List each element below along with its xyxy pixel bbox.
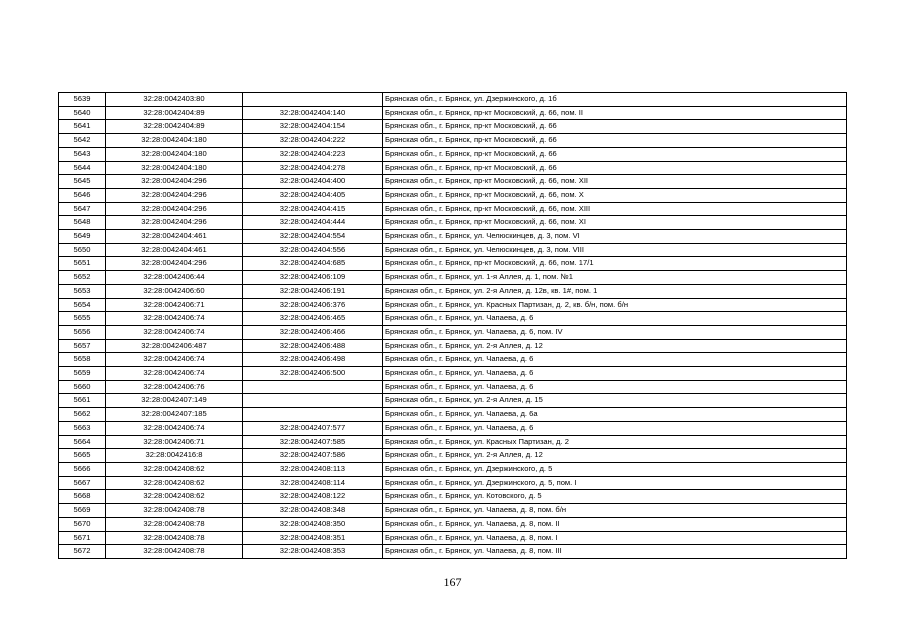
parent-cadastral-number-cell: 32:28:0042408:62 bbox=[106, 490, 243, 504]
parent-cadastral-number-cell: 32:28:0042406:487 bbox=[106, 339, 243, 353]
table-row bbox=[59, 120, 847, 134]
parent-cadastral-number-cell: 32:28:0042406:74 bbox=[106, 353, 243, 367]
cadastral-number-cell: 32:28:0042404:400 bbox=[243, 175, 383, 189]
parent-cadastral-number-cell: 32:28:0042404:296 bbox=[106, 202, 243, 216]
row-number-cell: 5657 bbox=[59, 339, 106, 353]
address-cell: Брянская обл., г. Брянск, пр-кт Московский, д. 66 bbox=[383, 120, 847, 134]
row-number-cell: 5659 bbox=[59, 367, 106, 381]
table-row bbox=[59, 93, 847, 107]
parent-cadastral-number-cell: 32:28:0042406:44 bbox=[106, 271, 243, 285]
parent-cadastral-number-cell: 32:28:0042407:185 bbox=[106, 408, 243, 422]
row-number-cell: 5668 bbox=[59, 490, 106, 504]
address-cell: Брянская обл., г. Брянск, пр-кт Московский, д. 66, пом. 17/1 bbox=[383, 257, 847, 271]
table-row bbox=[59, 421, 847, 435]
table-row bbox=[59, 545, 847, 559]
row-number-cell: 5648 bbox=[59, 216, 106, 230]
parent-cadastral-number-cell: 32:28:0042406:71 bbox=[106, 435, 243, 449]
parent-cadastral-number-cell: 32:28:0042403:80 bbox=[106, 93, 243, 107]
row-number-cell: 5666 bbox=[59, 462, 106, 476]
address-cell: Брянская обл., г. Брянск, ул. Чапаева, д. 6 bbox=[383, 312, 847, 326]
table-row bbox=[59, 408, 847, 422]
table-row bbox=[59, 271, 847, 285]
table-row bbox=[59, 175, 847, 189]
address-cell: Брянская обл., г. Брянск, пр-кт Московский, д. 66, пом. XIII bbox=[383, 202, 847, 216]
address-cell: Брянская обл., г. Брянск, ул. Чапаева, д. 6а bbox=[383, 408, 847, 422]
row-number-cell: 5649 bbox=[59, 230, 106, 244]
address-cell: Брянская обл., г. Брянск, ул. Дзержинского, д. 1б bbox=[383, 93, 847, 107]
address-cell: Брянская обл., г. Брянск, пр-кт Московский, д. 66 bbox=[383, 161, 847, 175]
row-number-cell: 5641 bbox=[59, 120, 106, 134]
property-registry-table bbox=[58, 92, 847, 559]
cadastral-number-cell: 32:28:0042408:113 bbox=[243, 462, 383, 476]
cadastral-number-cell: 32:28:0042408:114 bbox=[243, 476, 383, 490]
row-number-cell: 5642 bbox=[59, 134, 106, 148]
table-row bbox=[59, 531, 847, 545]
cadastral-number-cell: 32:28:0042404:685 bbox=[243, 257, 383, 271]
parent-cadastral-number-cell: 32:28:0042407:149 bbox=[106, 394, 243, 408]
parent-cadastral-number-cell: 32:28:0042408:78 bbox=[106, 531, 243, 545]
table-row bbox=[59, 476, 847, 490]
cadastral-number-cell: 32:28:0042406:498 bbox=[243, 353, 383, 367]
address-cell: Брянская обл., г. Брянск, ул. Чапаева, д. 8, пом. II bbox=[383, 517, 847, 531]
address-cell: Брянская обл., г. Брянск, пр-кт Московский, д. 66 bbox=[383, 147, 847, 161]
parent-cadastral-number-cell: 32:28:0042406:74 bbox=[106, 421, 243, 435]
table-row bbox=[59, 394, 847, 408]
parent-cadastral-number-cell: 32:28:0042404:461 bbox=[106, 243, 243, 257]
table-row bbox=[59, 243, 847, 257]
address-cell: Брянская обл., г. Брянск, ул. 2-я Аллея, д. 12в, кв. 1#, пом. 1 bbox=[383, 284, 847, 298]
cadastral-number-cell: 32:28:0042407:577 bbox=[243, 421, 383, 435]
parent-cadastral-number-cell: 32:28:0042406:60 bbox=[106, 284, 243, 298]
address-cell: Брянская обл., г. Брянск, ул. Чапаева, д. 6 bbox=[383, 380, 847, 394]
cadastral-number-cell: 32:28:0042404:415 bbox=[243, 202, 383, 216]
page-number: 167 bbox=[443, 575, 462, 589]
parent-cadastral-number-cell: 32:28:0042408:78 bbox=[106, 545, 243, 559]
row-number-cell: 5647 bbox=[59, 202, 106, 216]
row-number-cell: 5651 bbox=[59, 257, 106, 271]
cadastral-number-cell: 32:28:0042408:353 bbox=[243, 545, 383, 559]
row-number-cell: 5656 bbox=[59, 325, 106, 339]
parent-cadastral-number-cell: 32:28:0042404:461 bbox=[106, 230, 243, 244]
row-number-cell: 5658 bbox=[59, 353, 106, 367]
row-number-cell: 5644 bbox=[59, 161, 106, 175]
table-row bbox=[59, 216, 847, 230]
cadastral-number-cell: 32:28:0042406:465 bbox=[243, 312, 383, 326]
cadastral-number-cell: 32:28:0042404:223 bbox=[243, 147, 383, 161]
address-cell: Брянская обл., г. Брянск, ул. Челюскинцев, д. 3, пом. VI bbox=[383, 230, 847, 244]
parent-cadastral-number-cell: 32:28:0042406:74 bbox=[106, 312, 243, 326]
cadastral-number-cell bbox=[243, 93, 383, 107]
address-cell: Брянская обл., г. Брянск, ул. Чапаева, д. 6 bbox=[383, 421, 847, 435]
row-number-cell: 5645 bbox=[59, 175, 106, 189]
address-cell: Брянская обл., г. Брянск, ул. Чапаева, д. 8, пом. б/н bbox=[383, 504, 847, 518]
row-number-cell: 5646 bbox=[59, 188, 106, 202]
cadastral-number-cell: 32:28:0042406:109 bbox=[243, 271, 383, 285]
table-row bbox=[59, 449, 847, 463]
table-row bbox=[59, 504, 847, 518]
row-number-cell: 5664 bbox=[59, 435, 106, 449]
cadastral-number-cell: 32:28:0042404:278 bbox=[243, 161, 383, 175]
row-number-cell: 5653 bbox=[59, 284, 106, 298]
cadastral-number-cell: 32:28:0042408:351 bbox=[243, 531, 383, 545]
table-row bbox=[59, 517, 847, 531]
address-cell: Брянская обл., г. Брянск, ул. Чапаева, д. 6, пом. IV bbox=[383, 325, 847, 339]
address-cell: Брянская обл., г. Брянск, ул. Котовского, д. 5 bbox=[383, 490, 847, 504]
table-row bbox=[59, 380, 847, 394]
cadastral-number-cell: 32:28:0042408:122 bbox=[243, 490, 383, 504]
row-number-cell: 5660 bbox=[59, 380, 106, 394]
address-cell: Брянская обл., г. Брянск, ул. Чапаева, д. 8, пом. I bbox=[383, 531, 847, 545]
row-number-cell: 5639 bbox=[59, 93, 106, 107]
cadastral-number-cell: 32:28:0042404:405 bbox=[243, 188, 383, 202]
parent-cadastral-number-cell: 32:28:0042404:89 bbox=[106, 120, 243, 134]
table-row bbox=[59, 257, 847, 271]
parent-cadastral-number-cell: 32:28:0042404:296 bbox=[106, 216, 243, 230]
table-row bbox=[59, 202, 847, 216]
parent-cadastral-number-cell: 32:28:0042408:62 bbox=[106, 476, 243, 490]
cadastral-number-cell: 32:28:0042407:585 bbox=[243, 435, 383, 449]
table-row bbox=[59, 230, 847, 244]
address-cell: Брянская обл., г. Брянск, ул. Красных Партизан, д. 2, кв. б/н, пом. б/н bbox=[383, 298, 847, 312]
table-row bbox=[59, 298, 847, 312]
parent-cadastral-number-cell: 32:28:0042404:180 bbox=[106, 161, 243, 175]
row-number-cell: 5650 bbox=[59, 243, 106, 257]
address-cell: Брянская обл., г. Брянск, ул. 1-я Аллея, д. 1, пом. №1 bbox=[383, 271, 847, 285]
row-number-cell: 5669 bbox=[59, 504, 106, 518]
address-cell: Брянская обл., г. Брянск, ул. Красных Партизан, д. 2 bbox=[383, 435, 847, 449]
cadastral-number-cell bbox=[243, 394, 383, 408]
table-row bbox=[59, 161, 847, 175]
address-cell: Брянская обл., г. Брянск, ул. Чапаева, д. 6 bbox=[383, 353, 847, 367]
parent-cadastral-number-cell: 32:28:0042406:71 bbox=[106, 298, 243, 312]
table-row bbox=[59, 462, 847, 476]
row-number-cell: 5654 bbox=[59, 298, 106, 312]
address-cell: Брянская обл., г. Брянск, ул. Челюскинцев, д. 3, пом. VIII bbox=[383, 243, 847, 257]
row-number-cell: 5671 bbox=[59, 531, 106, 545]
table-row bbox=[59, 490, 847, 504]
cadastral-number-cell: 32:28:0042404:154 bbox=[243, 120, 383, 134]
address-cell: Брянская обл., г. Брянск, ул. Чапаева, д. 8, пом. III bbox=[383, 545, 847, 559]
address-cell: Брянская обл., г. Брянск, ул. 2-я Аллея, д. 15 bbox=[383, 394, 847, 408]
parent-cadastral-number-cell: 32:28:0042406:74 bbox=[106, 367, 243, 381]
table-row bbox=[59, 106, 847, 120]
address-cell: Брянская обл., г. Брянск, пр-кт Московский, д. 66, пом. XII bbox=[383, 175, 847, 189]
parent-cadastral-number-cell: 32:28:0042404:89 bbox=[106, 106, 243, 120]
table-row bbox=[59, 188, 847, 202]
cadastral-number-cell: 32:28:0042404:140 bbox=[243, 106, 383, 120]
parent-cadastral-number-cell: 32:28:0042404:296 bbox=[106, 257, 243, 271]
parent-cadastral-number-cell: 32:28:0042406:76 bbox=[106, 380, 243, 394]
cadastral-number-cell bbox=[243, 380, 383, 394]
table-row bbox=[59, 353, 847, 367]
parent-cadastral-number-cell: 32:28:0042404:180 bbox=[106, 134, 243, 148]
cadastral-number-cell: 32:28:0042406:466 bbox=[243, 325, 383, 339]
address-cell: Брянская обл., г. Брянск, ул. Дзержинского, д. 5 bbox=[383, 462, 847, 476]
address-cell: Брянская обл., г. Брянск, пр-кт Московский, д. 66 bbox=[383, 134, 847, 148]
row-number-cell: 5663 bbox=[59, 421, 106, 435]
cadastral-number-cell: 32:28:0042404:556 bbox=[243, 243, 383, 257]
cadastral-number-cell: 32:28:0042407:586 bbox=[243, 449, 383, 463]
parent-cadastral-number-cell: 32:28:0042408:78 bbox=[106, 504, 243, 518]
row-number-cell: 5655 bbox=[59, 312, 106, 326]
parent-cadastral-number-cell: 32:28:0042404:296 bbox=[106, 175, 243, 189]
row-number-cell: 5661 bbox=[59, 394, 106, 408]
table-row bbox=[59, 367, 847, 381]
address-cell: Брянская обл., г. Брянск, ул. 2-я Аллея, д. 12 bbox=[383, 339, 847, 353]
address-cell: Брянская обл., г. Брянск, ул. Дзержинского, д. 5, пом. I bbox=[383, 476, 847, 490]
parent-cadastral-number-cell: 32:28:0042416:8 bbox=[106, 449, 243, 463]
row-number-cell: 5643 bbox=[59, 147, 106, 161]
address-cell: Брянская обл., г. Брянск, ул. Чапаева, д. 6 bbox=[383, 367, 847, 381]
row-number-cell: 5662 bbox=[59, 408, 106, 422]
cadastral-number-cell: 32:28:0042404:222 bbox=[243, 134, 383, 148]
table-row bbox=[59, 147, 847, 161]
parent-cadastral-number-cell: 32:28:0042408:78 bbox=[106, 517, 243, 531]
cadastral-number-cell: 32:28:0042406:488 bbox=[243, 339, 383, 353]
cadastral-number-cell: 32:28:0042408:348 bbox=[243, 504, 383, 518]
cadastral-number-cell: 32:28:0042406:191 bbox=[243, 284, 383, 298]
table-row bbox=[59, 435, 847, 449]
parent-cadastral-number-cell: 32:28:0042406:74 bbox=[106, 325, 243, 339]
cadastral-number-cell: 32:28:0042404:444 bbox=[243, 216, 383, 230]
row-number-cell: 5670 bbox=[59, 517, 106, 531]
cadastral-number-cell bbox=[243, 408, 383, 422]
table-row bbox=[59, 325, 847, 339]
parent-cadastral-number-cell: 32:28:0042408:62 bbox=[106, 462, 243, 476]
parent-cadastral-number-cell: 32:28:0042404:180 bbox=[106, 147, 243, 161]
address-cell: Брянская обл., г. Брянск, пр-кт Московский, д. 66, пом. X bbox=[383, 188, 847, 202]
address-cell: Брянская обл., г. Брянск, пр-кт Московский, д. 66, пом. II bbox=[383, 106, 847, 120]
table-row bbox=[59, 339, 847, 353]
address-cell: Брянская обл., г. Брянск, пр-кт Московский, д. 66, пом. XI bbox=[383, 216, 847, 230]
registry-table-body bbox=[59, 93, 847, 559]
cadastral-number-cell: 32:28:0042406:376 bbox=[243, 298, 383, 312]
cadastral-number-cell: 32:28:0042408:350 bbox=[243, 517, 383, 531]
row-number-cell: 5672 bbox=[59, 545, 106, 559]
table-row bbox=[59, 284, 847, 298]
cadastral-number-cell: 32:28:0042406:500 bbox=[243, 367, 383, 381]
row-number-cell: 5667 bbox=[59, 476, 106, 490]
row-number-cell: 5652 bbox=[59, 271, 106, 285]
row-number-cell: 5665 bbox=[59, 449, 106, 463]
table-row bbox=[59, 134, 847, 148]
row-number-cell: 5640 bbox=[59, 106, 106, 120]
cadastral-number-cell: 32:28:0042404:554 bbox=[243, 230, 383, 244]
address-cell: Брянская обл., г. Брянск, ул. 2-я Аллея, д. 12 bbox=[383, 449, 847, 463]
table-row bbox=[59, 312, 847, 326]
parent-cadastral-number-cell: 32:28:0042404:296 bbox=[106, 188, 243, 202]
